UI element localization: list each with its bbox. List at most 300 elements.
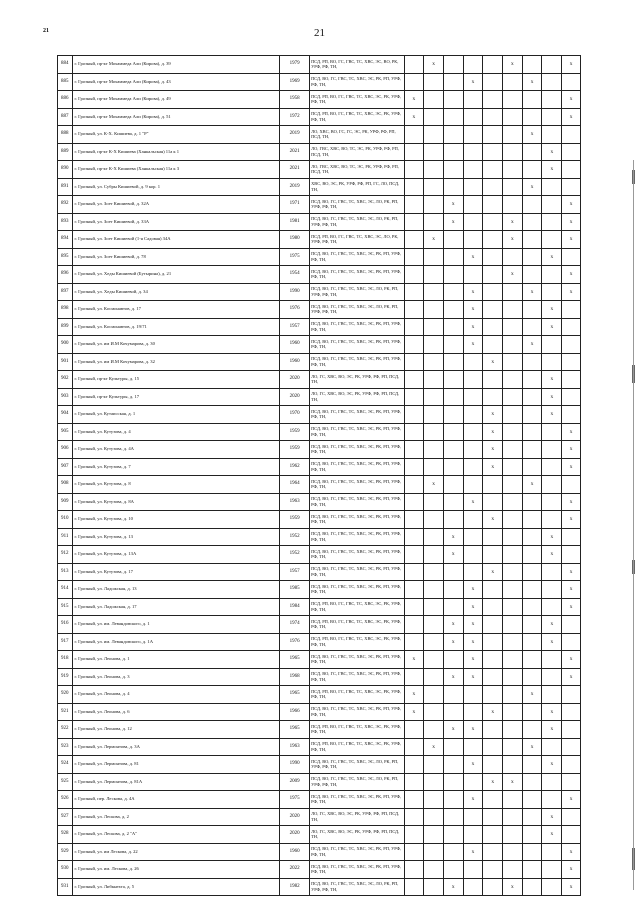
period-mark-cell: x bbox=[483, 703, 503, 721]
period-mark-cell bbox=[522, 633, 542, 651]
period-mark-cell bbox=[463, 178, 483, 196]
period-mark-cell bbox=[404, 493, 424, 511]
period-mark-cell: x bbox=[562, 56, 581, 74]
period-mark-cell bbox=[483, 301, 503, 319]
period-mark-cell bbox=[522, 161, 542, 179]
address-cell: г. Грозный, пр-кт Мохаммеда Али (Кирова), д. 51 bbox=[72, 108, 280, 126]
period-mark-cell bbox=[483, 756, 503, 774]
period-mark-cell bbox=[463, 213, 483, 231]
period-mark-cell bbox=[424, 388, 444, 406]
works-cell: ЛО, ГС, ХВС, ВО, ЭС, РК, УРФ, РФ, РП, ПСД, ТН, bbox=[310, 388, 404, 406]
period-mark-cell: x bbox=[404, 651, 424, 669]
period-mark-cell bbox=[562, 353, 581, 371]
period-mark-cell bbox=[483, 248, 503, 266]
period-mark-cell bbox=[503, 738, 523, 756]
period-mark-cell bbox=[483, 56, 503, 74]
year-cell: 1975 bbox=[280, 248, 310, 266]
address-cell: г. Грозный, ул. Леонова, д. 3 bbox=[72, 668, 280, 686]
works-cell: ЛО, ГС, ХВС, ВО, ЭС, РК, УРФ, РФ, РП, ПСД, ТН, bbox=[310, 808, 404, 826]
year-cell: 1959 bbox=[280, 423, 310, 441]
period-mark-cell bbox=[562, 388, 581, 406]
address-cell: г. Грозный, ул. Космонавтов, д. 19/71 bbox=[72, 318, 280, 336]
period-mark-cell bbox=[424, 126, 444, 144]
period-mark-cell bbox=[483, 686, 503, 704]
row-number: 890 bbox=[58, 161, 73, 179]
period-mark-cell bbox=[503, 336, 523, 354]
row-number: 924 bbox=[58, 756, 73, 774]
period-mark-cell bbox=[443, 283, 463, 301]
period-mark-cell bbox=[503, 511, 523, 529]
table-row bbox=[58, 511, 581, 529]
period-mark-cell bbox=[483, 528, 503, 546]
period-mark-cell bbox=[443, 493, 463, 511]
period-mark-cell bbox=[463, 808, 483, 826]
period-mark-cell bbox=[404, 738, 424, 756]
period-mark-cell bbox=[483, 143, 503, 161]
period-mark-cell: x bbox=[463, 336, 483, 354]
table-row bbox=[58, 301, 581, 319]
period-mark-cell bbox=[542, 56, 562, 74]
address-cell: г. Грозный, ул. Леонова, д. 4 bbox=[72, 686, 280, 704]
year-cell: 1976 bbox=[280, 301, 310, 319]
period-mark-cell: x bbox=[443, 668, 463, 686]
period-mark-cell bbox=[443, 56, 463, 74]
period-mark-cell bbox=[463, 231, 483, 249]
period-mark-cell: x bbox=[562, 651, 581, 669]
row-number: 918 bbox=[58, 651, 73, 669]
period-mark-cell bbox=[503, 406, 523, 424]
works-cell: ПСД, ВО, ГС, ГВС, ТС, ХВС, ЭС, РК, РП, УРФ, РФ, ТН, bbox=[310, 248, 404, 266]
period-mark-cell bbox=[562, 248, 581, 266]
row-number: 927 bbox=[58, 808, 73, 826]
period-mark-cell bbox=[503, 283, 523, 301]
table-row bbox=[58, 441, 581, 459]
row-number: 895 bbox=[58, 248, 73, 266]
year-cell: 1970 bbox=[280, 406, 310, 424]
period-mark-cell bbox=[424, 161, 444, 179]
row-number: 899 bbox=[58, 318, 73, 336]
year-cell: 1958 bbox=[280, 91, 310, 109]
period-mark-cell bbox=[424, 213, 444, 231]
row-number: 888 bbox=[58, 126, 73, 144]
period-mark-cell bbox=[522, 406, 542, 424]
period-mark-cell: x bbox=[483, 441, 503, 459]
period-mark-cell bbox=[522, 721, 542, 739]
row-number: 925 bbox=[58, 773, 73, 791]
works-cell: ПСД, ВО, ГС, ГВС, ТС, ХВС, ЭС, РК, РП, УРФ, РФ, ТН, bbox=[310, 73, 404, 91]
address-cell: г. Грозный, ул. Леонова, д. 12 bbox=[72, 721, 280, 739]
year-cell: 2020 bbox=[280, 388, 310, 406]
row-number: 923 bbox=[58, 738, 73, 756]
table-row bbox=[58, 581, 581, 599]
period-mark-cell bbox=[443, 406, 463, 424]
period-mark-cell: x bbox=[562, 581, 581, 599]
period-mark-cell bbox=[503, 791, 523, 809]
table-row bbox=[58, 703, 581, 721]
period-mark-cell bbox=[443, 423, 463, 441]
period-mark-cell bbox=[483, 826, 503, 844]
period-mark-cell bbox=[443, 248, 463, 266]
table-row bbox=[58, 371, 581, 389]
period-mark-cell bbox=[404, 318, 424, 336]
period-mark-cell: x bbox=[562, 196, 581, 214]
period-mark-cell: x bbox=[542, 826, 562, 844]
period-mark-cell bbox=[463, 528, 483, 546]
period-mark-cell bbox=[424, 668, 444, 686]
period-mark-cell bbox=[463, 511, 483, 529]
period-mark-cell: x bbox=[463, 756, 483, 774]
period-mark-cell bbox=[503, 353, 523, 371]
period-mark-cell: x bbox=[562, 791, 581, 809]
works-cell: ПСД, ВО, ГС, ГВС, ТС, ХВС, ЭС, РК, РП, УРФ, РФ, ТН, bbox=[310, 336, 404, 354]
period-mark-cell: x bbox=[463, 318, 483, 336]
row-number: 886 bbox=[58, 91, 73, 109]
period-mark-cell bbox=[404, 826, 424, 844]
period-mark-cell bbox=[443, 686, 463, 704]
period-mark-cell: x bbox=[542, 721, 562, 739]
address-cell: г. Грозный, ул. им. Лескова, д. 26 bbox=[72, 861, 280, 879]
period-mark-cell bbox=[503, 178, 523, 196]
period-mark-cell bbox=[443, 773, 463, 791]
period-mark-cell bbox=[522, 616, 542, 634]
period-mark-cell: x bbox=[424, 56, 444, 74]
table-row bbox=[58, 843, 581, 861]
period-mark-cell bbox=[483, 266, 503, 284]
year-cell: 2019 bbox=[280, 178, 310, 196]
period-mark-cell bbox=[424, 756, 444, 774]
period-mark-cell bbox=[443, 266, 463, 284]
period-mark-cell bbox=[483, 581, 503, 599]
period-mark-cell: x bbox=[562, 861, 581, 879]
address-cell: г. Грозный, ул. К-Х. Кишиева, д. 1 "Р" bbox=[72, 126, 280, 144]
address-cell: г. Грозный, ул. Кутузова, д. 10 bbox=[72, 511, 280, 529]
year-cell: 1959 bbox=[280, 441, 310, 459]
period-mark-cell bbox=[424, 773, 444, 791]
period-mark-cell: x bbox=[542, 703, 562, 721]
period-mark-cell bbox=[562, 721, 581, 739]
period-mark-cell bbox=[522, 703, 542, 721]
period-mark-cell bbox=[463, 126, 483, 144]
works-cell: ПСД, ВО, ГС, ГВС, ТС, ХВС, ЭС, РК, РП, УРФ, РФ, ТН, bbox=[310, 651, 404, 669]
period-mark-cell bbox=[522, 108, 542, 126]
row-number: 914 bbox=[58, 581, 73, 599]
table-row bbox=[58, 861, 581, 879]
period-mark-cell bbox=[424, 633, 444, 651]
works-cell: ПСД, ВО, ГС, ГВС, ТС, ХВС, ЭС, ЛО, РК, РП, УРФ, РФ, ТН, bbox=[310, 756, 404, 774]
period-mark-cell bbox=[463, 476, 483, 494]
period-mark-cell bbox=[542, 878, 562, 896]
period-mark-cell bbox=[404, 143, 424, 161]
period-mark-cell bbox=[463, 773, 483, 791]
period-mark-cell bbox=[443, 73, 463, 91]
table-row bbox=[58, 598, 581, 616]
period-mark-cell bbox=[424, 616, 444, 634]
address-cell: г. Грозный, ул. Кутаисская, д. 1 bbox=[72, 406, 280, 424]
period-mark-cell bbox=[443, 161, 463, 179]
row-number: 905 bbox=[58, 423, 73, 441]
period-mark-cell bbox=[483, 721, 503, 739]
period-mark-cell bbox=[443, 371, 463, 389]
period-mark-cell bbox=[483, 213, 503, 231]
table-row bbox=[58, 266, 581, 284]
period-mark-cell bbox=[404, 196, 424, 214]
year-cell: 1962 bbox=[280, 458, 310, 476]
period-mark-cell bbox=[443, 826, 463, 844]
works-cell: ПСД, ВО, ГС, ГВС, ТС, ХВС, ЭС, ЛО, РК, РП, УРФ, РФ, ТН, bbox=[310, 773, 404, 791]
period-mark-cell bbox=[443, 143, 463, 161]
period-mark-cell bbox=[443, 301, 463, 319]
period-mark-cell bbox=[483, 371, 503, 389]
table-row bbox=[58, 126, 581, 144]
period-mark-cell bbox=[404, 371, 424, 389]
period-mark-cell bbox=[542, 213, 562, 231]
period-mark-cell bbox=[522, 826, 542, 844]
period-mark-cell bbox=[463, 703, 483, 721]
period-mark-cell bbox=[503, 318, 523, 336]
period-mark-cell: x bbox=[404, 108, 424, 126]
table-row bbox=[58, 388, 581, 406]
period-mark-cell bbox=[443, 231, 463, 249]
period-mark-cell bbox=[424, 108, 444, 126]
period-mark-cell bbox=[404, 563, 424, 581]
table-row bbox=[58, 231, 581, 249]
period-mark-cell bbox=[522, 388, 542, 406]
works-cell: ПСД, ВО, ГС, ГВС, ТС, ХВС, ЭС, РК, РП, УРФ, РФ, ТН, bbox=[310, 441, 404, 459]
period-mark-cell bbox=[463, 91, 483, 109]
period-mark-cell bbox=[522, 493, 542, 511]
period-mark-cell bbox=[463, 738, 483, 756]
period-mark-cell bbox=[503, 843, 523, 861]
period-mark-cell bbox=[542, 686, 562, 704]
year-cell: 1990 bbox=[280, 283, 310, 301]
period-mark-cell bbox=[404, 668, 424, 686]
period-mark-cell bbox=[522, 441, 542, 459]
works-cell: ЛО, ГС, ХВС, ВО, ЭС, РК, УРФ, РФ, РП, ПСД, ТН, bbox=[310, 371, 404, 389]
table-row bbox=[58, 196, 581, 214]
period-mark-cell: x bbox=[424, 231, 444, 249]
address-cell: г. Грозный, ул. Лескова, д. 2 bbox=[72, 808, 280, 826]
period-mark-cell bbox=[443, 651, 463, 669]
year-cell: 1968 bbox=[280, 668, 310, 686]
period-mark-cell bbox=[503, 248, 523, 266]
period-mark-cell bbox=[424, 721, 444, 739]
address-cell: г. Грозный, пр-кт Мохаммеда Али (Кирова), д. 39 bbox=[72, 56, 280, 74]
address-cell: г. Грозный, ул. Космонавтов, д. 17 bbox=[72, 301, 280, 319]
period-mark-cell bbox=[483, 336, 503, 354]
row-number: 902 bbox=[58, 371, 73, 389]
address-cell: г. Грозный, ул. Либкнехта, д. 5 bbox=[72, 878, 280, 896]
period-mark-cell bbox=[503, 371, 523, 389]
period-mark-cell bbox=[404, 598, 424, 616]
works-cell: ПСД, ВО, ГС, ГВС, ТС, ХВС, ЭС, РК, РП, УРФ, РФ, ТН, bbox=[310, 511, 404, 529]
period-mark-cell bbox=[483, 388, 503, 406]
period-mark-cell bbox=[542, 476, 562, 494]
period-mark-cell: x bbox=[463, 248, 483, 266]
period-mark-cell bbox=[424, 178, 444, 196]
row-number: 893 bbox=[58, 213, 73, 231]
works-cell: ПСД, РП, ВО, ГС, ГВС, ТС, ХВС, ЭС, РК, УРФ, РФ, ТН, bbox=[310, 598, 404, 616]
works-cell: ПСД, ВО, ГС, ГВС, ТС, ХВС, ЭС, РК, РП, УРФ, РФ, ТН, bbox=[310, 493, 404, 511]
table-row bbox=[58, 668, 581, 686]
period-mark-cell bbox=[522, 861, 542, 879]
works-cell: ПСД, ВО, ГС, ГВС, ТС, ХВС, ЭС, РК, РП, УРФ, РФ, ТН, bbox=[310, 528, 404, 546]
year-cell: 1972 bbox=[280, 108, 310, 126]
row-number: 894 bbox=[58, 231, 73, 249]
table-row bbox=[58, 336, 581, 354]
period-mark-cell bbox=[404, 406, 424, 424]
period-mark-cell: x bbox=[463, 651, 483, 669]
period-mark-cell bbox=[562, 371, 581, 389]
row-number: 900 bbox=[58, 336, 73, 354]
table-row bbox=[58, 738, 581, 756]
period-mark-cell: x bbox=[463, 721, 483, 739]
period-mark-cell: x bbox=[562, 441, 581, 459]
works-cell: ПСД, ВО, ГС, ГВС, ТС, ХВС, ЭС, ЛО, РК, РП, УРФ, РФ, ТН, bbox=[310, 301, 404, 319]
housing-repair-table bbox=[57, 55, 581, 896]
period-mark-cell bbox=[503, 546, 523, 564]
period-mark-cell bbox=[522, 878, 542, 896]
row-number: 909 bbox=[58, 493, 73, 511]
address-cell: г. Грозный, ул. Ладожская, д. 13 bbox=[72, 581, 280, 599]
row-number: 885 bbox=[58, 73, 73, 91]
period-mark-cell bbox=[562, 808, 581, 826]
period-mark-cell bbox=[522, 791, 542, 809]
period-mark-cell bbox=[542, 791, 562, 809]
works-cell: ЛО, ХВС, ВО, ГС, ГС, ЭС, РК, УРФ, РФ, РП, ПСД, ТН, bbox=[310, 126, 404, 144]
works-cell: ПСД, ВО, ГС, ГВС, ТС, ХВС, ЭС, РК, РП, УРФ, РФ, ТН, bbox=[310, 668, 404, 686]
period-mark-cell bbox=[522, 546, 542, 564]
period-mark-cell bbox=[463, 546, 483, 564]
works-cell: ПСД, РП, ВО, ГС, ГВС, ТС, ХВС, ЭС, ЛО, РК, УРФ, РФ, ТН, bbox=[310, 231, 404, 249]
works-cell: ПСД, ВО, ГС, ГВС, ТС, ХВС, ЭС, РК, РП, УРФ, РФ, ТН, bbox=[310, 353, 404, 371]
works-cell: ПСД, ВО, ГС, ГВС, ТС, ХВС, ЭС, ЛО, РК, РП, УРФ, РФ, ТН, bbox=[310, 196, 404, 214]
works-cell: ПСД, РП, ВО, ГС, ГВС, ТС, ХВС, ЭС, РК, УРФ, РФ, ТН, bbox=[310, 91, 404, 109]
period-mark-cell bbox=[463, 441, 483, 459]
year-cell: 2020 bbox=[280, 808, 310, 826]
period-mark-cell bbox=[483, 231, 503, 249]
works-cell: ПСД, ВО, ГС, ГВС, ТС, ХВС, ЭС, РК, РП, УРФ, РФ, ТН, bbox=[310, 423, 404, 441]
table-row bbox=[58, 546, 581, 564]
period-mark-cell bbox=[522, 651, 542, 669]
period-mark-cell bbox=[424, 73, 444, 91]
period-mark-cell bbox=[522, 843, 542, 861]
table-row bbox=[58, 826, 581, 844]
period-mark-cell: x bbox=[542, 161, 562, 179]
row-number: 911 bbox=[58, 528, 73, 546]
period-mark-cell bbox=[522, 668, 542, 686]
works-cell: ПСД, РП, ВО, ГС, ГВС, ТС, ХВС, ЭС, ВО, РК, УРФ, РФ, ТН, bbox=[310, 56, 404, 74]
row-number: 926 bbox=[58, 791, 73, 809]
row-number: 887 bbox=[58, 108, 73, 126]
period-mark-cell: x bbox=[522, 738, 542, 756]
period-mark-cell bbox=[562, 178, 581, 196]
period-mark-cell bbox=[503, 143, 523, 161]
table-row bbox=[58, 91, 581, 109]
period-mark-cell: x bbox=[562, 493, 581, 511]
period-mark-cell bbox=[522, 528, 542, 546]
works-cell: ПСД, ВО, ГС, ГВС, ТС, ХВС, ЭС, РК, РП, УРФ, РФ, ТН, bbox=[310, 476, 404, 494]
period-mark-cell: x bbox=[463, 73, 483, 91]
row-number: 920 bbox=[58, 686, 73, 704]
period-mark-cell bbox=[404, 178, 424, 196]
address-cell: г. Грозный, ул. Зоет Кишиевой (1-я Садовая) 34А bbox=[72, 231, 280, 249]
period-mark-cell bbox=[463, 143, 483, 161]
period-mark-cell bbox=[503, 161, 523, 179]
period-mark-cell: x bbox=[483, 423, 503, 441]
period-mark-cell bbox=[404, 458, 424, 476]
period-mark-cell bbox=[404, 301, 424, 319]
period-mark-cell: x bbox=[463, 581, 483, 599]
year-cell: 1957 bbox=[280, 318, 310, 336]
year-cell: 1963 bbox=[280, 738, 310, 756]
period-mark-cell bbox=[443, 441, 463, 459]
table-row bbox=[58, 808, 581, 826]
address-cell: г. Грозный, ул. Кутузова, д. 13 bbox=[72, 528, 280, 546]
period-mark-cell bbox=[443, 598, 463, 616]
year-cell: 1952 bbox=[280, 546, 310, 564]
period-mark-cell bbox=[542, 126, 562, 144]
period-mark-cell bbox=[522, 511, 542, 529]
period-mark-cell bbox=[443, 126, 463, 144]
period-mark-cell bbox=[463, 108, 483, 126]
period-mark-cell bbox=[542, 108, 562, 126]
works-cell: ПСД, ВО, ГС, ГВС, ТС, ХВС, ЭС, РК, РП, УРФ, РФ, ТН, bbox=[310, 546, 404, 564]
period-mark-cell: x bbox=[443, 528, 463, 546]
period-mark-cell bbox=[542, 231, 562, 249]
address-cell: г. Грозный, ул. Хеды Кишиевой, д. 34 bbox=[72, 283, 280, 301]
period-mark-cell bbox=[463, 563, 483, 581]
period-mark-cell bbox=[542, 458, 562, 476]
period-mark-cell bbox=[522, 563, 542, 581]
year-cell: 1960 bbox=[280, 336, 310, 354]
period-mark-cell: x bbox=[562, 91, 581, 109]
row-number: 930 bbox=[58, 861, 73, 879]
address-cell: г. Грозный, ул. Кутузова, д. 4 bbox=[72, 423, 280, 441]
period-mark-cell: x bbox=[562, 668, 581, 686]
period-mark-cell bbox=[522, 318, 542, 336]
period-mark-cell bbox=[404, 231, 424, 249]
address-cell: г. Грозный, ул. Лескова, д. 2 "А" bbox=[72, 826, 280, 844]
period-mark-cell bbox=[424, 248, 444, 266]
period-mark-cell bbox=[463, 458, 483, 476]
year-cell: 1963 bbox=[280, 493, 310, 511]
year-cell: 1981 bbox=[280, 213, 310, 231]
period-mark-cell bbox=[522, 808, 542, 826]
period-mark-cell bbox=[424, 843, 444, 861]
address-cell: г. Грозный, ул. Кутузова, д. 13А bbox=[72, 546, 280, 564]
period-mark-cell bbox=[503, 91, 523, 109]
period-mark-cell bbox=[424, 266, 444, 284]
period-mark-cell: x bbox=[483, 511, 503, 529]
period-mark-cell bbox=[424, 791, 444, 809]
period-mark-cell: x bbox=[483, 563, 503, 581]
period-mark-cell bbox=[503, 423, 523, 441]
period-mark-cell bbox=[542, 651, 562, 669]
period-mark-cell bbox=[424, 878, 444, 896]
table-row bbox=[58, 161, 581, 179]
period-mark-cell bbox=[463, 266, 483, 284]
row-number: 915 bbox=[58, 598, 73, 616]
works-cell: ПСД, РП, ВО, ГС, ГВС, ТС, ХВС, ЭС, РК, УРФ, РФ, ТН, bbox=[310, 633, 404, 651]
period-mark-cell bbox=[522, 213, 542, 231]
period-mark-cell bbox=[404, 861, 424, 879]
period-mark-cell bbox=[542, 598, 562, 616]
period-mark-cell bbox=[424, 546, 444, 564]
period-mark-cell bbox=[503, 686, 523, 704]
year-cell: 1971 bbox=[280, 196, 310, 214]
address-cell: г. Грозный, пер. Лескова, д. 4А bbox=[72, 791, 280, 809]
period-mark-cell bbox=[503, 126, 523, 144]
